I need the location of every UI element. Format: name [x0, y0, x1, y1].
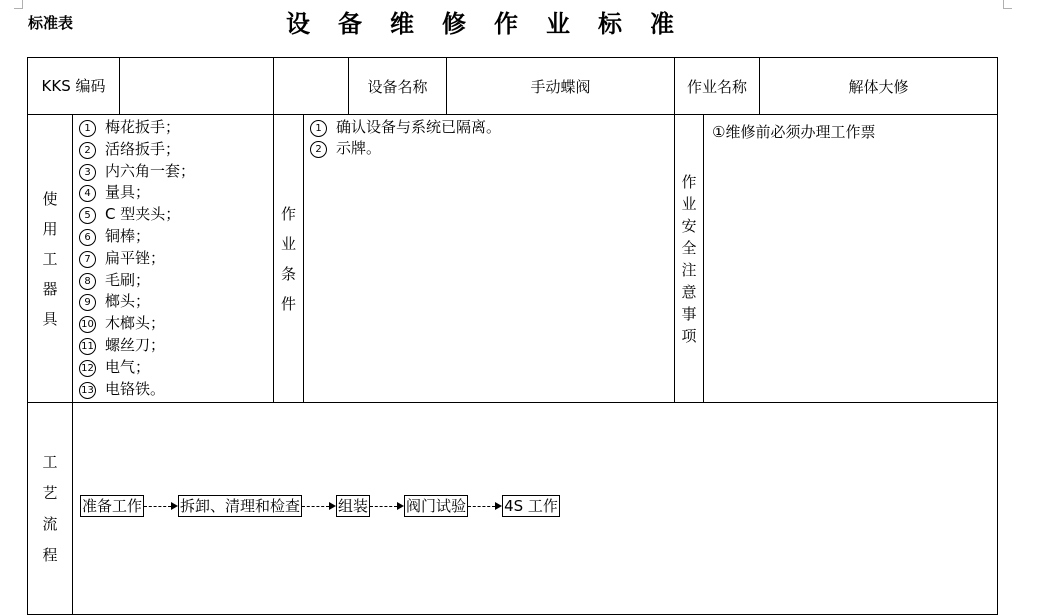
- conditions-label: 作 业 条 件: [274, 115, 304, 403]
- conditions-list: [304, 115, 675, 403]
- kks-value-extension: [274, 58, 349, 115]
- flow-step-assemble: 组装: [338, 497, 369, 515]
- form-id: 标准表: [28, 14, 74, 32]
- details-row: [28, 115, 998, 403]
- list-item: 9 榔头；: [79, 291, 273, 313]
- document-title: 设备维修作业标准: [286, 9, 702, 38]
- page-corner-mark-right: [1003, 0, 1012, 9]
- flow-arrow-icon: [370, 496, 404, 516]
- list-item: 6 铜棒；: [79, 226, 273, 248]
- page-corner-mark-left: [14, 0, 23, 9]
- list-item: 2 示牌。: [310, 138, 674, 159]
- flow-arrow-icon: [302, 496, 336, 516]
- device-name-label: 设备名称: [349, 58, 447, 115]
- maintenance-standard-table: [27, 57, 998, 615]
- list-item: 10 木榔头；: [79, 313, 273, 335]
- tools-label: 使 用 工 器 具: [28, 115, 73, 403]
- tools-list: [73, 115, 274, 403]
- process-flowchart: [80, 495, 560, 517]
- job-name-value: 解体大修: [760, 58, 998, 115]
- process-flow-cell: [73, 403, 998, 615]
- flow-arrow-icon: [468, 496, 502, 516]
- process-label: 工 艺 流 程: [28, 403, 73, 615]
- list-item: 1 梅花扳手；: [79, 117, 273, 139]
- flow-step-4s: 4S 工作: [504, 497, 558, 515]
- device-name-value: 手动蝶阀: [447, 58, 675, 115]
- info-row: [28, 58, 998, 115]
- list-item: 4 量具；: [79, 182, 273, 204]
- safety-label: 作 业 安 全 注 意 事 项: [675, 115, 704, 403]
- flow-step-disassemble: 拆卸、清理和检查: [180, 497, 301, 515]
- job-name-label: 作业名称: [675, 58, 760, 115]
- list-item: 1 确认设备与系统已隔离。: [310, 117, 674, 138]
- list-item: 13 电铬铁。: [79, 379, 273, 401]
- flow-step-valve-test: 阀门试验: [406, 497, 467, 515]
- list-item: 8 毛刷；: [79, 270, 273, 292]
- list-item: 12 电气；: [79, 357, 273, 379]
- kks-label: KKS 编码: [28, 58, 120, 114]
- flow-step-prepare: 准备工作: [82, 497, 143, 515]
- kks-cell: [28, 58, 274, 115]
- list-item: 2 活络扳手；: [79, 139, 273, 161]
- safety-notes: ①维修前必须办理工作票: [704, 115, 998, 403]
- list-item: 5 C 型夹头；: [79, 204, 273, 226]
- process-row: [28, 403, 998, 615]
- flow-arrow-icon: [144, 496, 178, 516]
- list-item: 11 螺丝刀；: [79, 335, 273, 357]
- list-item: 7 扁平锉；: [79, 248, 273, 270]
- list-item: 3 内六角一套；: [79, 161, 273, 183]
